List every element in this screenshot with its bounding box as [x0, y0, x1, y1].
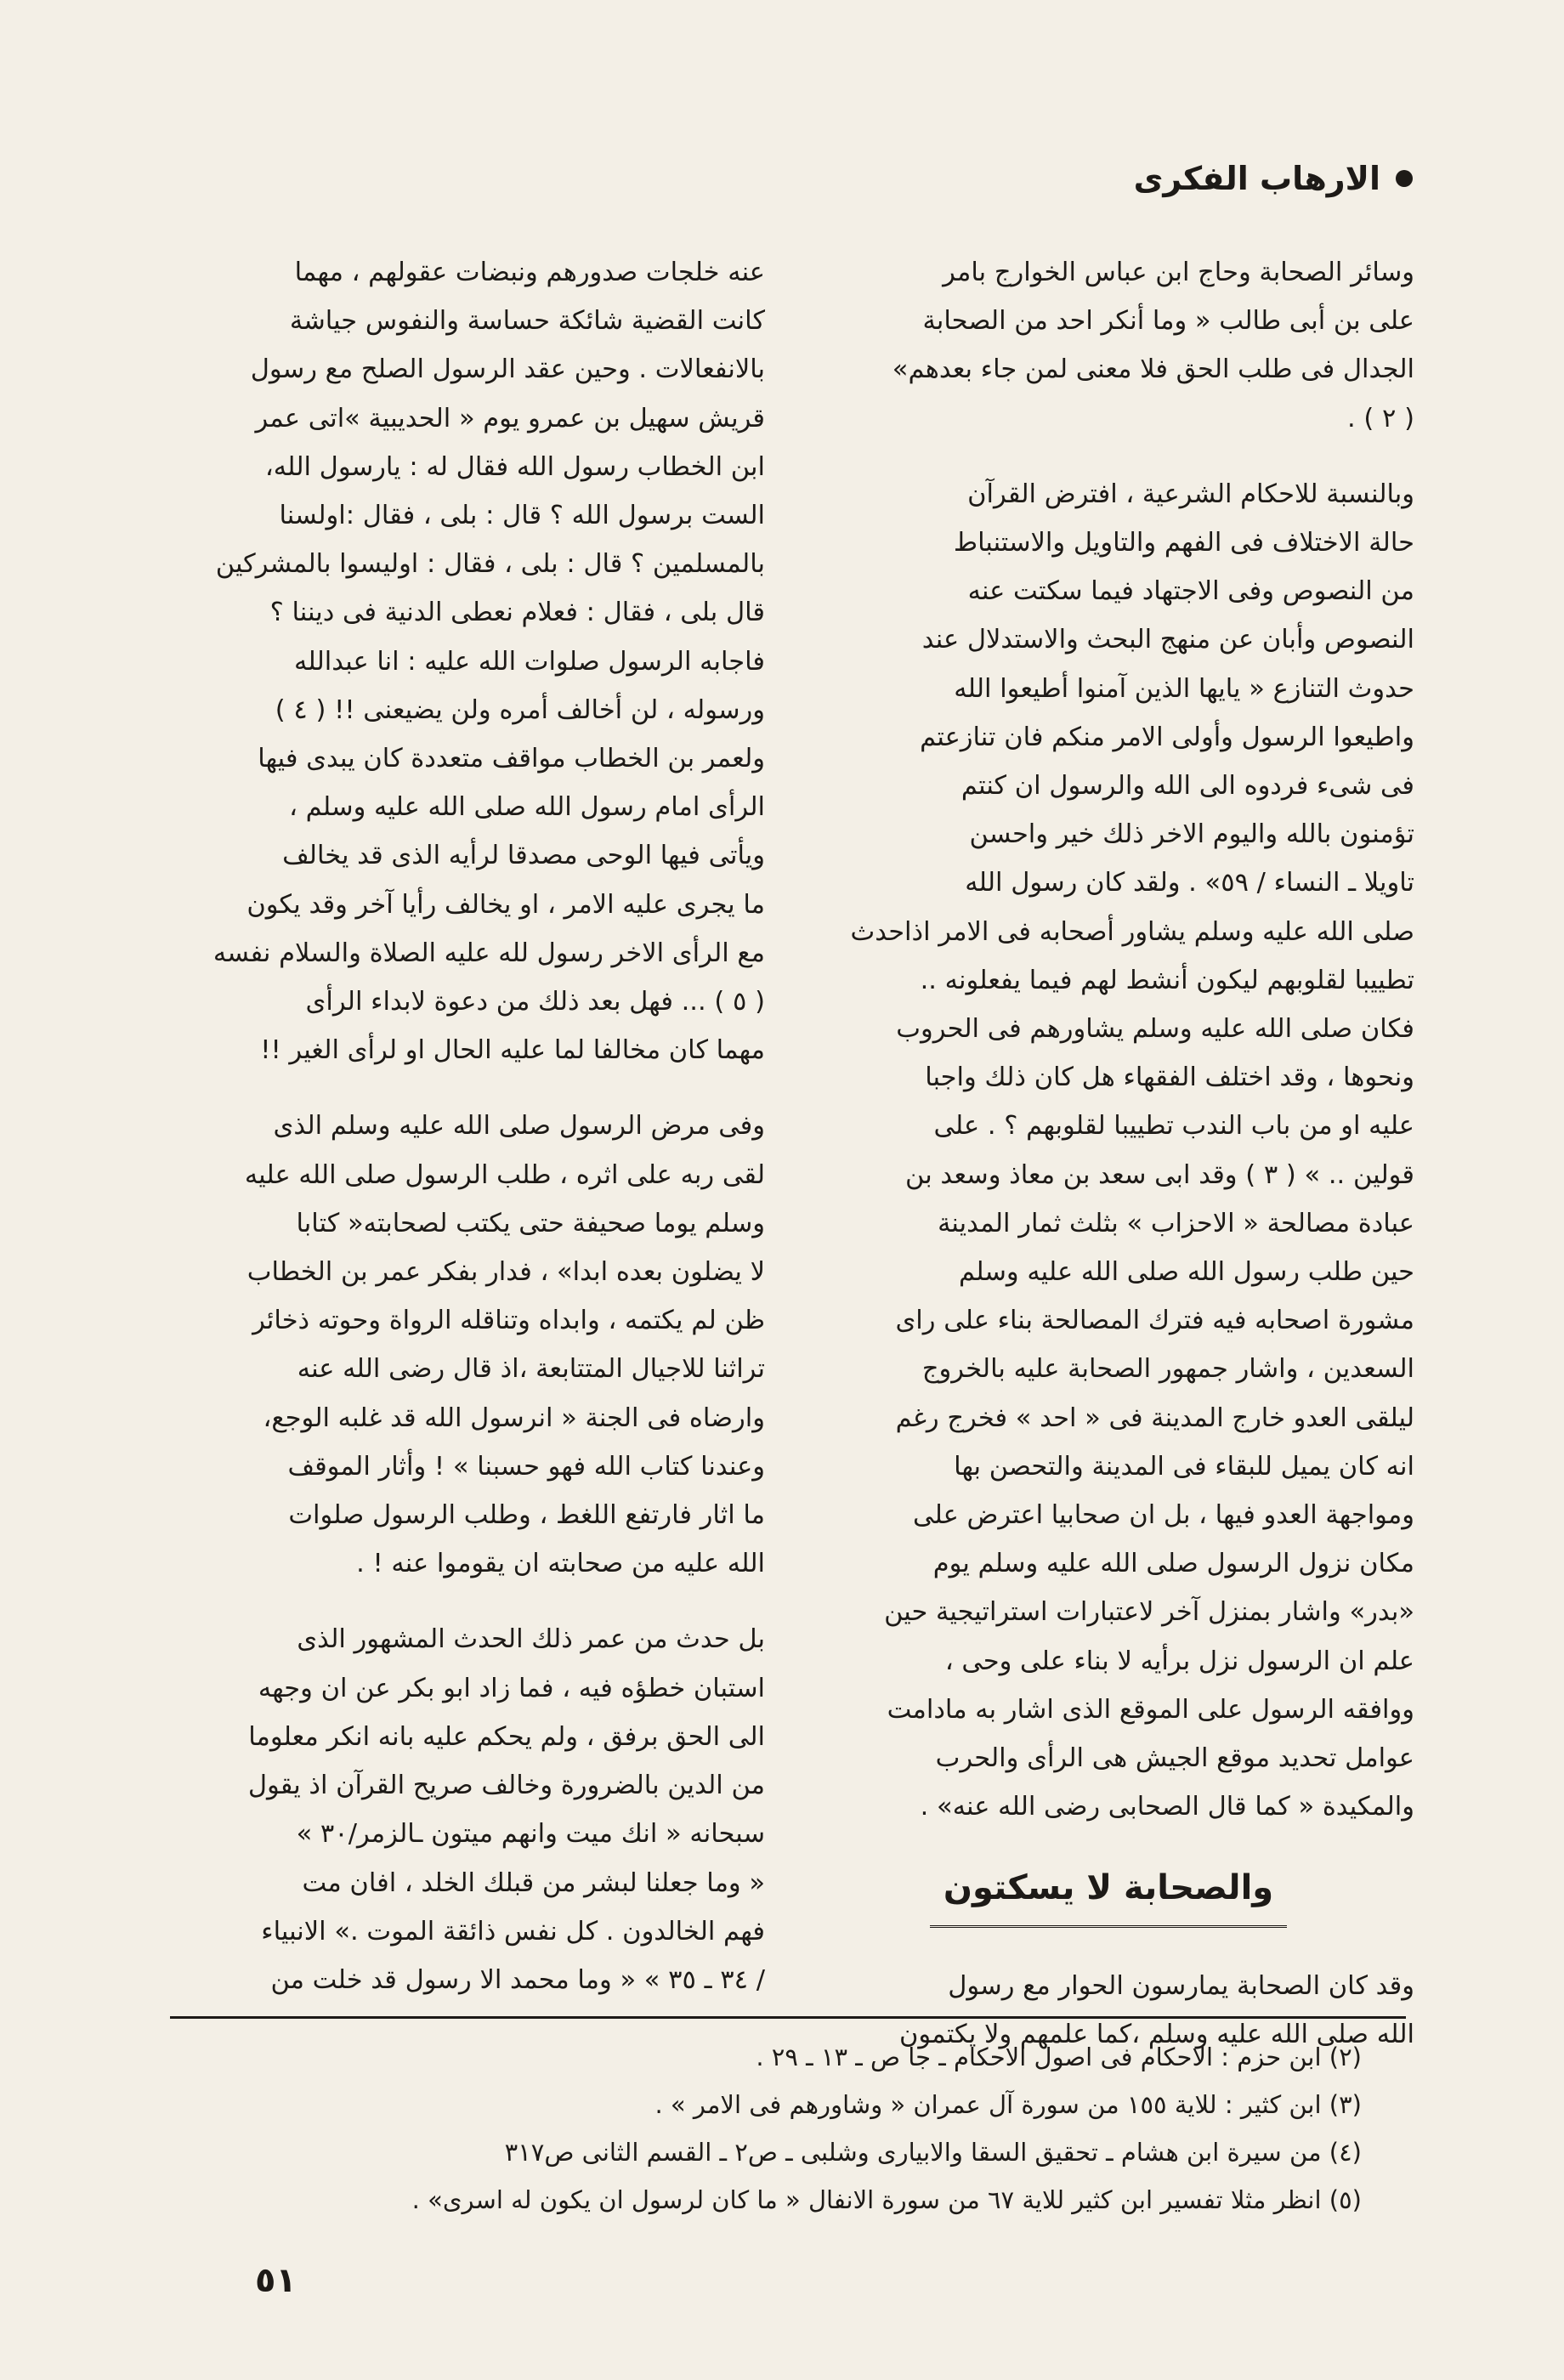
- text-line: مشورة اصحابه فيه فترك المصالحة بناء على راى: [895, 1306, 1414, 1336]
- text-line: صلى الله عليه وسلم يشاور أصحابه فى الامر اذاحدث: [850, 916, 1414, 947]
- paragraph-gap: [802, 443, 1414, 470]
- text-line: النصوص وأبان عن منهج البحث والاستدلال عند: [921, 625, 1414, 655]
- text-line: الله عليه من صحابته ان يقوموا عنه ! .: [356, 1549, 765, 1579]
- text-line: تطييبا لقلوبهم ليكون أنشط لهم فيما يفعلونه ..: [920, 965, 1414, 995]
- text-line: من الدين بالضرورة وخالف صريح القرآن اذ يقول: [247, 1771, 765, 1801]
- text-line: بل حدث من عمر ذلك الحدث المشهور الذى: [297, 1624, 765, 1655]
- text-line: عبادة مصالحة « الاحزاب » بثلث ثمار المدينة: [938, 1208, 1414, 1238]
- text-line: الست برسول الله ؟ قال : بلى ، فقال :اولسنا: [279, 501, 765, 531]
- left-column: [153, 248, 765, 2004]
- text-line: ( ٢ ) .: [1347, 403, 1414, 434]
- text-line: كانت القضية شائكة حساسة والنفوس جياشة: [289, 306, 765, 337]
- text-line: ما اثار فارتفع اللغط ، وطلب الرسول صلوات: [288, 1500, 765, 1531]
- text-line: استبان خطؤه فيه ، فما زاد ابو بكر عن ان وجهه: [258, 1673, 765, 1703]
- text-line: ووافقه الرسول على الموقع الذى اشار به مادامت: [887, 1694, 1414, 1725]
- text-line: الله صلى الله عليه وسلم ،كما علمهم ولا يكتمون: [899, 2019, 1414, 2049]
- text-line: انه كان يميل للبقاء فى المدينة والتحصن بها: [954, 1451, 1414, 1482]
- text-line: حالة الاختلاف فى الفهم والتاويل والاستنباط: [953, 528, 1414, 558]
- footnote-item: (٢) ابن حزم : الاحكام فى اصول الاحكام ـ جا ص ـ ١٣ ـ ٢٩ .: [756, 2043, 1362, 2071]
- running-head: [1134, 160, 1413, 197]
- text-line: والمكيدة « كما قال الصحابى رضى الله عنه» .: [920, 1792, 1414, 1822]
- page-number: ٥١: [255, 2261, 297, 2300]
- text-line: ليلقى العدو خارج المدينة فى « احد » فخرج رغم: [895, 1402, 1414, 1433]
- text-line: ولعمر بن الخطاب مواقف متعددة كان يبدى فيها: [258, 744, 765, 774]
- text-line: عوامل تحديد موقع الجيش هى الرأى والحرب: [935, 1743, 1414, 1774]
- text-line: من النصوص وفى الاجتهاد فيما سكتت عنه: [967, 576, 1414, 607]
- text-line: وعندنا كتاب الله فهو حسبنا » ! وأثار الموقف: [287, 1451, 765, 1482]
- text-line: عليه او من باب الندب تطييبا لقلوبهم ؟ . على: [933, 1111, 1414, 1142]
- text-line: قال بلى ، فقال : فعلام نعطى الدنية فى ديننا ؟: [269, 598, 765, 628]
- right-column: [802, 248, 1414, 2059]
- text-line: ابن الخطاب رسول الله فقال له : يارسول الله،: [264, 451, 765, 482]
- text-line: الى الحق برفق ، ولم يحكم عليه بانه انكر معلوما: [248, 1721, 765, 1752]
- paragraph-gap: [153, 1588, 765, 1615]
- running-title: الارهاب الفكرى: [1133, 160, 1380, 197]
- text-line: وسلم يوما صحيفة حتى يكتب لصحابته« كتابا: [296, 1208, 765, 1238]
- text-line: لا يضلون بعده ابدا» ، فدار بفكر عمر بن الخطاب: [246, 1257, 765, 1288]
- text-line: على بن أبى طالب « وما أنكر احد من الصحابة: [922, 306, 1414, 337]
- text-line: فهم الخالدون . كل نفس ذائقة الموت .» الانبياء: [261, 1916, 765, 1946]
- text-line: ومواجهة العدو فيها ، بل ان صحابيا اعترض على: [913, 1500, 1414, 1531]
- text-line: سبحانه « انك ميت وانهم ميتون ـالزمر/٣٠ »: [296, 1819, 765, 1850]
- text-line: مكان نزول الرسول صلى الله عليه وسلم يوم: [932, 1549, 1414, 1579]
- text-line: تاويلا ـ النساء / ٥٩» . ولقد كان رسول الله: [965, 868, 1414, 898]
- text-line: وقد كان الصحابة يمارسون الحوار مع رسول: [948, 1970, 1414, 2001]
- text-line: ما يجرى عليه الامر ، او يخالف رأيا آخر وقد يكون: [246, 889, 765, 920]
- text-line: تراثنا للاجيال المتتابعة ،اذ قال رضى الله عنه: [297, 1354, 765, 1385]
- text-line: الجدال فى طلب الحق فلا معنى لمن جاء بعدهم»: [892, 354, 1414, 385]
- footnotes: [172, 2033, 1362, 2224]
- text-line: ورسوله ، لن أخالف أمره ولن يضيعنى !! ( ٤ ): [275, 694, 765, 725]
- paragraph-gap: [153, 1074, 765, 1102]
- text-line: « وما جعلنا لبشر من قبلك الخلد ، افان مت: [302, 1867, 765, 1898]
- text-line: وارضاه فى الجنة « انرسول الله قد غلبه الوجع،: [263, 1402, 765, 1433]
- text-line: مع الرأى الاخر رسول لله عليه الصلاة والسلام نفسه: [212, 938, 765, 968]
- text-line: ( ٥ ) ... فهل بعد ذلك من دعوة لابداء الرأى: [305, 987, 765, 1017]
- text-line: ويأتى فيها الوحى مصدقا لرأيه الذى قد يخالف: [282, 841, 765, 871]
- text-line: وبالنسبة للاحكام الشرعية ، افترض القرآن: [967, 479, 1414, 509]
- text-line: السعدين ، واشار جمهور الصحابة عليه بالخروج: [921, 1354, 1414, 1385]
- text-line: واطيعوا الرسول وأولى الامر منكم فان تنازعتم: [920, 722, 1414, 752]
- text-line: تؤمنون بالله واليوم الاخر ذلك خير واحسن: [969, 819, 1414, 850]
- text-line: حين طلب رسول الله صلى الله عليه وسلم: [958, 1257, 1414, 1288]
- text-line: لقى ربه على اثره ، طلب الرسول صلى الله عليه: [244, 1159, 765, 1190]
- text-line: الرأى امام رسول الله صلى الله عليه وسلم ،: [289, 792, 765, 823]
- text-line: فى شىء فردوه الى الله والرسول ان كنتم: [960, 771, 1414, 802]
- footnote-item: (٣) ابن كثير : للاية ١٥٥ من سورة آل عمران « وشاورهم فى الامر » .: [654, 2090, 1362, 2119]
- text-line: وسائر الصحابة وحاج ابن عباس الخوارج بامر: [943, 258, 1414, 287]
- text-line: فكان صلى الله عليه وسلم يشاورهم فى الحروب: [896, 1014, 1414, 1045]
- text-line: وفى مرض الرسول صلى الله عليه وسلم الذى: [273, 1111, 765, 1142]
- text-line: بالمسلمين ؟ قال : بلى ، فقال : اوليسوا بالمشركين: [215, 549, 765, 580]
- text-line: عنه خلجات صدورهم ونبضات عقولهم ، مهما: [294, 258, 765, 287]
- text-line: فاجابه الرسول صلوات الله عليه : انا عبدالله: [294, 646, 765, 677]
- footnote-divider: [170, 2016, 1406, 2019]
- text-line: قريش سهيل بن عمرو يوم « الحديبية »اتى عمر: [255, 403, 765, 434]
- footnote-item: (٤) من سيرة ابن هشام ـ تحقيق السقا والابيارى وشلبى ـ ص٢ ـ القسم الثانى ص٣١٧: [504, 2138, 1362, 2167]
- text-line: ظن لم يكتمه ، وابداه وتناقله الرواة وحوته ذخائر: [252, 1306, 765, 1336]
- text-line: قولين .. » ( ٣ ) وقد ابى سعد بن معاذ وسعد بن: [905, 1159, 1414, 1190]
- text-line: حدوث التنازع « يايها الذين آمنوا أطيعوا الله: [954, 673, 1414, 704]
- bullet-icon: [1396, 170, 1413, 187]
- text-line: بالانفعالات . وحين عقد الرسول الصلح مع رسول: [250, 354, 765, 385]
- text-line: مهما كان مخالفا لما عليه الحال او لرأى الغير !!: [260, 1035, 765, 1066]
- text-line: علم ان الرسول نزل برأيه لا بناء على وحى ،: [944, 1646, 1414, 1676]
- section-subheading: والصحابة لا يسكتون: [930, 1862, 1287, 1928]
- text-line: ونحوها ، وقد اختلف الفقهاء هل كان ذلك واجبا: [925, 1062, 1414, 1093]
- text-line: «بدر» واشار بمنزل آخر لاعتبارات استراتيجية حين: [884, 1597, 1414, 1628]
- footnote-item: (٥) انظر مثلا تفسير ابن كثير للاية ٦٧ من سورة الانفال « ما كان لرسول ان يكون له اسرى» .: [411, 2185, 1362, 2214]
- text-line: / ٣٤ ـ ٣٥ » « وما محمد الا رسول قد خلت من: [270, 1964, 765, 1995]
